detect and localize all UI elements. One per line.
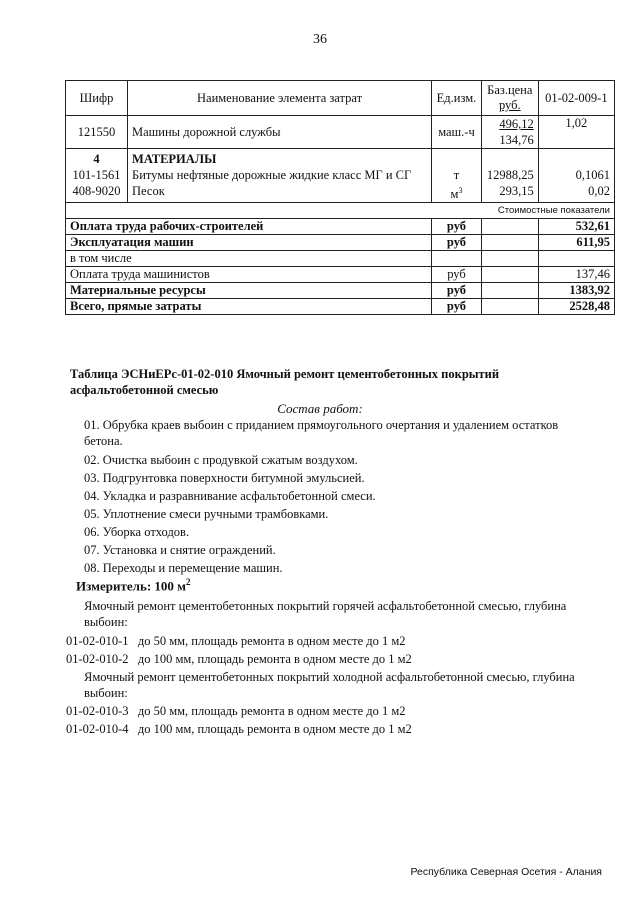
cost-value-4: 137,46 xyxy=(538,267,614,283)
material-unit-1: т xyxy=(453,168,460,182)
cost-unit-3 xyxy=(432,251,482,267)
material-value-1: 0,1061 xyxy=(575,168,610,182)
measure-label: Измеритель: 100 м xyxy=(76,578,187,594)
materials-units xyxy=(432,149,482,203)
cost-row xyxy=(66,251,615,267)
cost-unit-5: руб xyxy=(432,283,482,299)
work-item: 07. Установка и снятие ограждений. xyxy=(84,543,276,557)
material-value-2: 0,02 xyxy=(588,184,610,198)
materials-section-no: 4 xyxy=(93,152,100,166)
cost-row xyxy=(66,219,615,235)
cost-row xyxy=(66,283,615,299)
cost-table xyxy=(65,80,615,315)
hot-item-1 xyxy=(66,633,406,649)
work-item: 03. Подгрунтовка поверхности битумной эмульсией. xyxy=(84,471,365,485)
materials-names xyxy=(128,149,432,203)
cost-name-5: Материальные ресурсы xyxy=(66,283,432,299)
cold-item-1-code: 01-02-010-3 xyxy=(66,704,129,718)
work-item: 06. Уборка отходов. xyxy=(84,525,190,539)
machines-price2: 134,76 xyxy=(499,133,534,147)
materials-codes xyxy=(66,149,128,203)
cost-header-row xyxy=(66,203,615,219)
material-unit-2 xyxy=(436,183,477,202)
footer-region: Республика Северная Осетия - Алания xyxy=(410,866,602,878)
machines-code: 121550 xyxy=(66,116,128,149)
material-price-2: 293,15 xyxy=(499,184,534,198)
cost-value-3 xyxy=(538,251,614,267)
cost-name-2: Эксплуатация машин xyxy=(66,235,432,251)
work-item: 02. Очистка выбоин с продувкой сжатым воздухом. xyxy=(84,453,358,467)
cost-row xyxy=(66,267,615,283)
cost-row xyxy=(66,299,615,315)
table-title xyxy=(70,366,590,398)
header-price-line1: Баз.цена xyxy=(487,83,533,97)
cost-unit-4: руб xyxy=(432,267,482,283)
header-norm: 01-02-009-1 xyxy=(538,81,614,116)
cost-value-6: 2528,48 xyxy=(538,299,614,315)
header-code: Шифр xyxy=(66,81,128,116)
cold-item-2-text: до 100 мм, площадь ремонта в одном месте до 1 м2 xyxy=(137,722,412,736)
materials-values xyxy=(538,149,614,203)
cost-unit-6: руб xyxy=(432,299,482,315)
cost-row xyxy=(66,235,615,251)
cold-item-1 xyxy=(66,703,406,719)
measure-unit xyxy=(76,577,191,594)
material-name-2: Песок xyxy=(132,184,165,198)
work-item: 01. Обрубка краев выбоин с приданием прямоугольного очертания и удалением остатков бетона. xyxy=(84,418,559,448)
cost-name-4: Оплата труда машинистов xyxy=(66,267,432,283)
materials-prices xyxy=(481,149,538,203)
cold-item-2-code: 01-02-010-4 xyxy=(66,722,129,736)
material-code-1: 101-1561 xyxy=(72,168,121,182)
table-header-row xyxy=(66,81,615,116)
hot-intro: Ямочный ремонт цементобетонных покрытий горячей асфальтобетонной смесью, глубина выбоин: xyxy=(84,599,567,629)
cost-unit-1: руб xyxy=(432,219,482,235)
machines-name: Машины дорожной службы xyxy=(128,116,432,149)
header-price-line2: руб. xyxy=(498,98,521,112)
machines-unit: маш.-ч xyxy=(432,116,482,149)
cost-header: Стоимостные показатели xyxy=(66,203,615,219)
cost-value-5: 1383,92 xyxy=(538,283,614,299)
page-number: 36 xyxy=(313,32,327,47)
work-item: 04. Укладка и разравнивание асфальтобетонной смеси. xyxy=(84,489,376,503)
hot-item-1-code: 01-02-010-1 xyxy=(66,634,129,648)
material-code-2: 408-9020 xyxy=(72,184,121,198)
materials-section-title: МАТЕРИАЛЫ xyxy=(132,152,217,166)
cost-unit-2: руб xyxy=(432,235,482,251)
cold-item-2 xyxy=(66,721,412,737)
header-name: Наименование элемента затрат xyxy=(128,81,432,116)
cost-name-3: в том числе xyxy=(66,251,432,267)
cost-name-1: Оплата труда рабочих-строителей xyxy=(66,219,432,235)
hot-item-2 xyxy=(66,651,412,667)
machines-row xyxy=(66,116,615,149)
measure-sup: 2 xyxy=(186,577,191,587)
work-item: 05. Уплотнение смеси ручными трамбовками. xyxy=(84,507,329,521)
materials-rows xyxy=(66,149,615,203)
work-item: 08. Переходы и перемещение машин. xyxy=(84,561,283,575)
cost-value-2: 611,95 xyxy=(538,235,614,251)
machines-price1: 496,12 xyxy=(499,117,534,131)
machines-value: 1,02 xyxy=(538,116,614,149)
material-name-1: Битумы нефтяные дорожные жидкие класс МГ и СГ xyxy=(132,168,412,182)
works-heading: Состав работ: xyxy=(277,401,363,416)
cost-name-6: Всего, прямые затраты xyxy=(66,299,432,315)
machines-price xyxy=(481,116,538,149)
hot-item-2-code: 01-02-010-2 xyxy=(66,652,129,666)
material-unit-2-sup: 3 xyxy=(458,186,463,195)
works-list xyxy=(84,417,594,577)
table-title-line1: Таблица ЭСНиЕРс-01-02-010 Ямочный ремонт цементобетонных покрытий xyxy=(70,367,500,381)
header-price xyxy=(481,81,538,116)
cold-item-1-text: до 50 мм, площадь ремонта в одном месте до 1 м2 xyxy=(137,704,406,718)
material-price-1: 12988,25 xyxy=(486,168,534,182)
cost-value-1: 532,61 xyxy=(538,219,614,235)
hot-item-2-text: до 100 мм, площадь ремонта в одном месте до 1 м2 xyxy=(137,652,412,666)
table-title-line2: асфальтобетонной смесью xyxy=(70,383,219,397)
material-unit-2-base: м xyxy=(450,187,459,202)
cold-intro: Ямочный ремонт цементобетонных покрытий холодной асфальтобетонной смесью, глубина выбоин: xyxy=(84,670,575,700)
hot-item-1-text: до 50 мм, площадь ремонта в одном месте до 1 м2 xyxy=(137,634,406,648)
header-unit: Ед.изм. xyxy=(432,81,482,116)
